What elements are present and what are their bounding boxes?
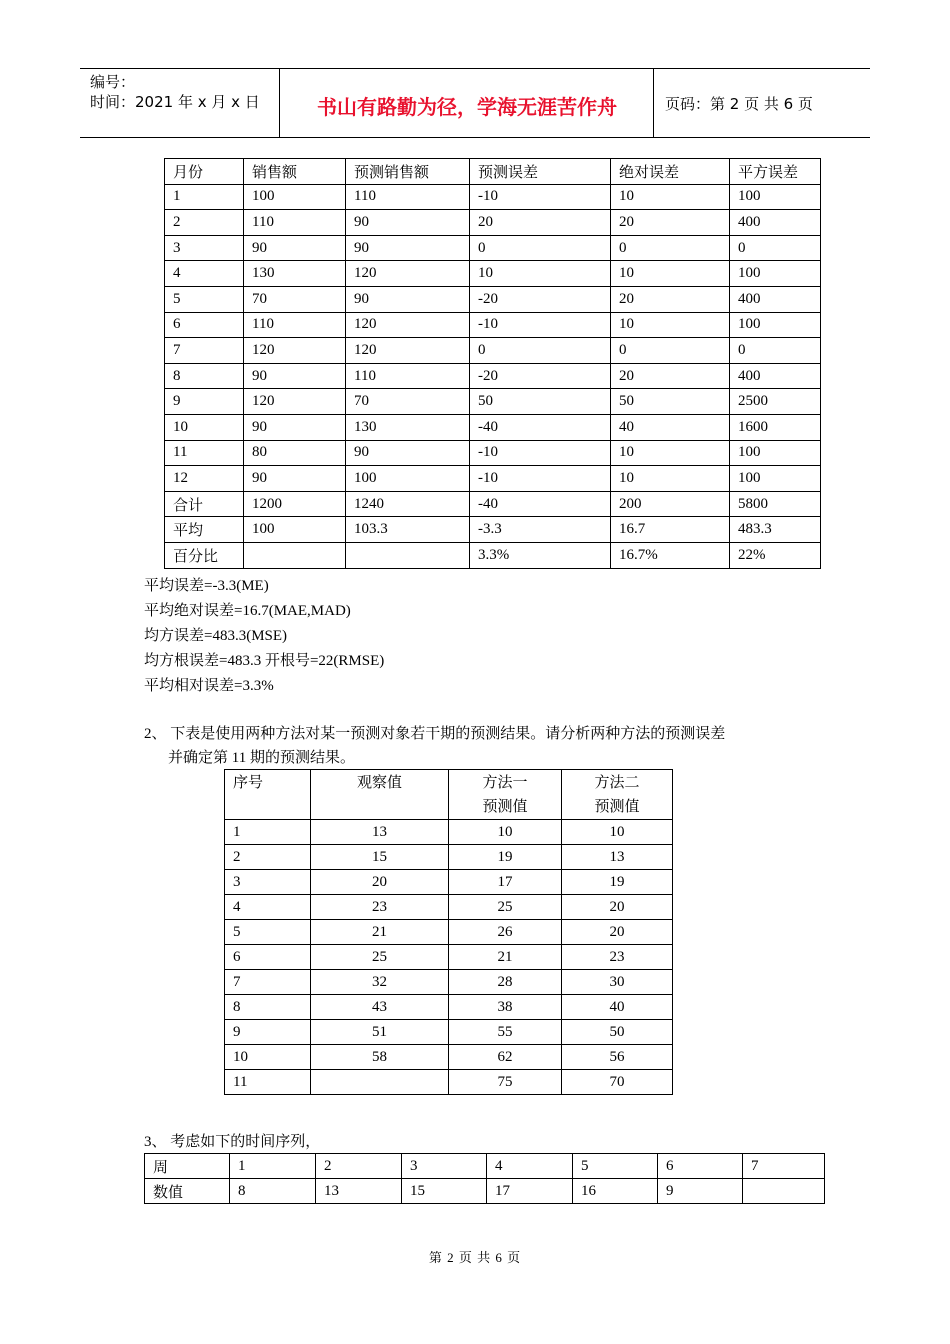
sales-table-row (165, 338, 821, 364)
sales-table-cell: -10 (470, 312, 611, 338)
series-table-cell: 3 (402, 1154, 487, 1179)
summary-mse: 均方误差=483.3(MSE) (144, 628, 288, 644)
series-table-cell: 9 (658, 1179, 743, 1204)
sales-table-row (165, 491, 821, 517)
method-table-row (225, 870, 673, 895)
method-table-cell: 1 (225, 820, 311, 845)
series-table-cell (743, 1179, 825, 1204)
sales-table-row (165, 466, 821, 492)
page-number-label: 页码：第 2 页 共 6 页 (665, 94, 813, 113)
sales-table-cell: 10 (165, 414, 244, 440)
sales-table-cell: 1240 (346, 491, 470, 517)
method-table-cell: 25 (311, 945, 449, 970)
method-table-header-cell: 观察值 (311, 770, 449, 820)
sales-table-cell: 90 (244, 466, 346, 492)
method-table-cell: 19 (449, 845, 562, 870)
summary-mpe: 平均相对误差=3.3% (144, 678, 274, 694)
sales-table-cell: 130 (346, 414, 470, 440)
method-table-cell: 13 (562, 845, 673, 870)
series-table-cell: 17 (487, 1179, 573, 1204)
sales-table-cell: -10 (470, 466, 611, 492)
series-table-cell: 13 (316, 1179, 402, 1204)
sales-table-cell: 200 (611, 491, 730, 517)
sales-table-cell: 0 (611, 235, 730, 261)
sales-table-cell: 0 (470, 235, 611, 261)
sales-table-row (165, 261, 821, 287)
series-table-cell: 6 (658, 1154, 743, 1179)
sales-table-cell: 483.3 (730, 517, 821, 543)
sales-table-cell: 10 (611, 466, 730, 492)
series-table-cell: 15 (402, 1179, 487, 1204)
header-meta (80, 69, 280, 137)
sales-table-header-row (165, 159, 821, 185)
sales-table-cell: 16.7% (611, 542, 730, 568)
method-table-row (225, 845, 673, 870)
sales-table-cell: 120 (346, 312, 470, 338)
sales-table-cell: 90 (346, 235, 470, 261)
method-table-cell: 28 (449, 970, 562, 995)
method-table-header-cell: 方法一 预测值 (449, 770, 562, 820)
sales-table-cell: 3 (165, 235, 244, 261)
sales-table-cell: 合计 (165, 491, 244, 517)
method-table-row (225, 970, 673, 995)
sales-table-header-cell: 销售额 (244, 159, 346, 185)
sales-table-cell: 90 (346, 286, 470, 312)
series-table-cell: 7 (743, 1154, 825, 1179)
sales-table-cell: 10 (611, 261, 730, 287)
method-table-cell: 32 (311, 970, 449, 995)
sales-table-cell: 120 (244, 389, 346, 415)
sales-table-cell: -3.3 (470, 517, 611, 543)
sales-table-cell: 11 (165, 440, 244, 466)
sales-table-row (165, 414, 821, 440)
method-table-cell: 75 (449, 1070, 562, 1095)
method-table-cell: 21 (449, 945, 562, 970)
sales-table-cell: 20 (611, 363, 730, 389)
method-table-row (225, 1070, 673, 1095)
sales-table-header-cell: 月份 (165, 159, 244, 185)
method-table-cell: 55 (449, 1020, 562, 1045)
method-table-row (225, 820, 673, 845)
sales-table-cell: 1600 (730, 414, 821, 440)
method-table-cell: 3 (225, 870, 311, 895)
sales-table-cell: 9 (165, 389, 244, 415)
method-table-cell: 23 (562, 945, 673, 970)
method-table-cell: 38 (449, 995, 562, 1020)
sales-table-cell: 1 (165, 184, 244, 210)
sales-table-cell: 5 (165, 286, 244, 312)
sales-table-cell: 110 (346, 363, 470, 389)
sales-table-row (165, 312, 821, 338)
method-table-cell: 9 (225, 1020, 311, 1045)
series-table-cell: 4 (487, 1154, 573, 1179)
question-2-line1: 2、 下表是使用两种方法对某一预测对象若干期的预测结果。请分析两种方法的预测误差 (144, 726, 726, 742)
method-table-cell: 13 (311, 820, 449, 845)
question-3-line1: 3、 考虑如下的时间序列， (144, 1134, 321, 1150)
method-table-row (225, 920, 673, 945)
series-table-cell: 周 (145, 1154, 230, 1179)
series-table-row (145, 1154, 825, 1179)
sales-table-cell: 0 (730, 338, 821, 364)
method-table-row (225, 945, 673, 970)
sales-table-cell: 110 (244, 312, 346, 338)
method-table-cell: 10 (225, 1045, 311, 1070)
method-table-cell: 19 (562, 870, 673, 895)
method-table-row (225, 1020, 673, 1045)
sales-table-cell: 16.7 (611, 517, 730, 543)
sales-table-cell: 100 (346, 466, 470, 492)
method-table-cell: 56 (562, 1045, 673, 1070)
method-table-cell: 58 (311, 1045, 449, 1070)
sales-table-cell: 20 (470, 210, 611, 236)
sales-table-cell: 百分比 (165, 542, 244, 568)
method-table-cell: 23 (311, 895, 449, 920)
sales-table-cell: 6 (165, 312, 244, 338)
sales-table-cell: -10 (470, 440, 611, 466)
sales-table-cell: 40 (611, 414, 730, 440)
method-table-cell: 17 (449, 870, 562, 895)
sales-table-cell: 100 (730, 466, 821, 492)
method-table-cell: 6 (225, 945, 311, 970)
method-table-cell: 20 (562, 895, 673, 920)
sales-table-cell: -40 (470, 414, 611, 440)
sales-table-row (165, 184, 821, 210)
sales-table-cell: -10 (470, 184, 611, 210)
sales-table-cell: 90 (244, 414, 346, 440)
sales-table-cell: 400 (730, 286, 821, 312)
sales-table-cell: 120 (346, 338, 470, 364)
sales-table-cell: 90 (346, 210, 470, 236)
sales-table-cell: 90 (244, 235, 346, 261)
method-table-cell: 40 (562, 995, 673, 1020)
sales-table-cell: 400 (730, 363, 821, 389)
sales-table-cell: 20 (611, 286, 730, 312)
sales-table-cell: 12 (165, 466, 244, 492)
method-table-row (225, 995, 673, 1020)
method-table-cell: 5 (225, 920, 311, 945)
method-table-cell: 8 (225, 995, 311, 1020)
method-table-cell: 10 (562, 820, 673, 845)
sales-table-cell: 100 (244, 517, 346, 543)
sales-table-cell: 100 (730, 261, 821, 287)
method-table-cell: 10 (449, 820, 562, 845)
method-table-cell: 43 (311, 995, 449, 1020)
method-table-cell: 30 (562, 970, 673, 995)
method-table-cell: 26 (449, 920, 562, 945)
series-table-row (145, 1179, 825, 1204)
sales-table-row (165, 363, 821, 389)
method-table-header-row (225, 770, 673, 820)
sales-table-cell: -20 (470, 363, 611, 389)
sales-table-cell: 120 (346, 261, 470, 287)
sales-table-cell: 103.3 (346, 517, 470, 543)
method-table-cell: 51 (311, 1020, 449, 1045)
sales-table-header-cell: 预测误差 (470, 159, 611, 185)
method-table-cell: 7 (225, 970, 311, 995)
sales-table-cell: 10 (611, 312, 730, 338)
sales-table-cell: -20 (470, 286, 611, 312)
method-table-row (225, 1045, 673, 1070)
sales-table-row (165, 517, 821, 543)
method-table-cell: 25 (449, 895, 562, 920)
method-table-cell: 62 (449, 1045, 562, 1070)
method-comparison-table (224, 769, 673, 1095)
sales-table-row (165, 235, 821, 261)
sales-table-cell: 10 (611, 184, 730, 210)
sales-table-cell: 0 (730, 235, 821, 261)
sales-table-row (165, 210, 821, 236)
sales-table-cell: 400 (730, 210, 821, 236)
sales-table-cell: -40 (470, 491, 611, 517)
sales-table-cell: 0 (611, 338, 730, 364)
sales-table-cell: 7 (165, 338, 244, 364)
sales-table-cell: 4 (165, 261, 244, 287)
series-table-cell: 5 (573, 1154, 658, 1179)
sales-table-cell: 10 (470, 261, 611, 287)
summary-mae: 平均绝对误差=16.7(MAE,MAD) (144, 603, 351, 619)
sales-table-row (165, 286, 821, 312)
sales-table-cell (346, 542, 470, 568)
sales-table-cell: 20 (611, 210, 730, 236)
sales-table-cell: 50 (470, 389, 611, 415)
sales-table-cell: 100 (244, 184, 346, 210)
method-table-cell: 15 (311, 845, 449, 870)
sales-table-cell: 2500 (730, 389, 821, 415)
method-table-cell: 20 (311, 870, 449, 895)
sales-table-cell: 3.3% (470, 542, 611, 568)
method-table-row (225, 895, 673, 920)
page-header (80, 68, 870, 138)
series-table-cell: 16 (573, 1179, 658, 1204)
sales-table-cell: 100 (730, 184, 821, 210)
sales-table-row (165, 389, 821, 415)
sales-table-cell: 10 (611, 440, 730, 466)
method-table-header-cell: 方法二 预测值 (562, 770, 673, 820)
time-label: 时间：2021 年 x 月 x 日 (90, 93, 260, 111)
method-table-cell: 70 (562, 1070, 673, 1095)
method-table-cell (311, 1070, 449, 1095)
code-label: 编号： (90, 73, 136, 91)
sales-table-cell (244, 542, 346, 568)
sales-table-header-cell: 预测销售额 (346, 159, 470, 185)
method-table-cell: 11 (225, 1070, 311, 1095)
sales-table-cell: 2 (165, 210, 244, 236)
method-table-cell: 4 (225, 895, 311, 920)
sales-forecast-table (164, 158, 821, 569)
sales-table-header-cell: 平方误差 (730, 159, 821, 185)
question-2-line2: 并确定第 11 期的预测结果。 (168, 750, 355, 766)
method-table-cell: 20 (562, 920, 673, 945)
sales-table-row (165, 542, 821, 568)
sales-table-cell: 100 (730, 312, 821, 338)
sales-table-cell: 130 (244, 261, 346, 287)
sales-table-cell: 0 (470, 338, 611, 364)
sales-table-cell: 110 (244, 210, 346, 236)
series-table-cell: 1 (230, 1154, 316, 1179)
sales-table-cell: 90 (244, 363, 346, 389)
sales-table-cell: 70 (346, 389, 470, 415)
method-table-cell: 21 (311, 920, 449, 945)
series-table-cell: 8 (230, 1179, 316, 1204)
sales-table-cell: 5800 (730, 491, 821, 517)
sales-table-cell: 22% (730, 542, 821, 568)
sales-table-cell: 100 (730, 440, 821, 466)
sales-table-cell: 110 (346, 184, 470, 210)
series-table-cell: 2 (316, 1154, 402, 1179)
page-footer: 第 2 页 共 6 页 (428, 1250, 522, 1265)
sales-table-cell: 平均 (165, 517, 244, 543)
sales-table-cell: 8 (165, 363, 244, 389)
summary-rmse: 均方根误差=483.3 开根号=22(RMSE) (144, 653, 385, 669)
header-motto: 书山有路勤为径，学海无涯苦作舟 (281, 69, 654, 137)
sales-table-cell: 80 (244, 440, 346, 466)
method-table-cell: 50 (562, 1020, 673, 1045)
sales-table-header-cell: 绝对误差 (611, 159, 730, 185)
time-series-table (144, 1153, 825, 1204)
sales-table-cell: 70 (244, 286, 346, 312)
sales-table-cell: 120 (244, 338, 346, 364)
summary-me: 平均误差=-3.3(ME) (144, 578, 269, 594)
sales-table-row (165, 440, 821, 466)
sales-table-cell: 50 (611, 389, 730, 415)
series-table-cell: 数值 (145, 1179, 230, 1204)
sales-table-cell: 90 (346, 440, 470, 466)
method-table-cell: 2 (225, 845, 311, 870)
sales-table-cell: 1200 (244, 491, 346, 517)
method-table-header-cell: 序号 (225, 770, 311, 820)
